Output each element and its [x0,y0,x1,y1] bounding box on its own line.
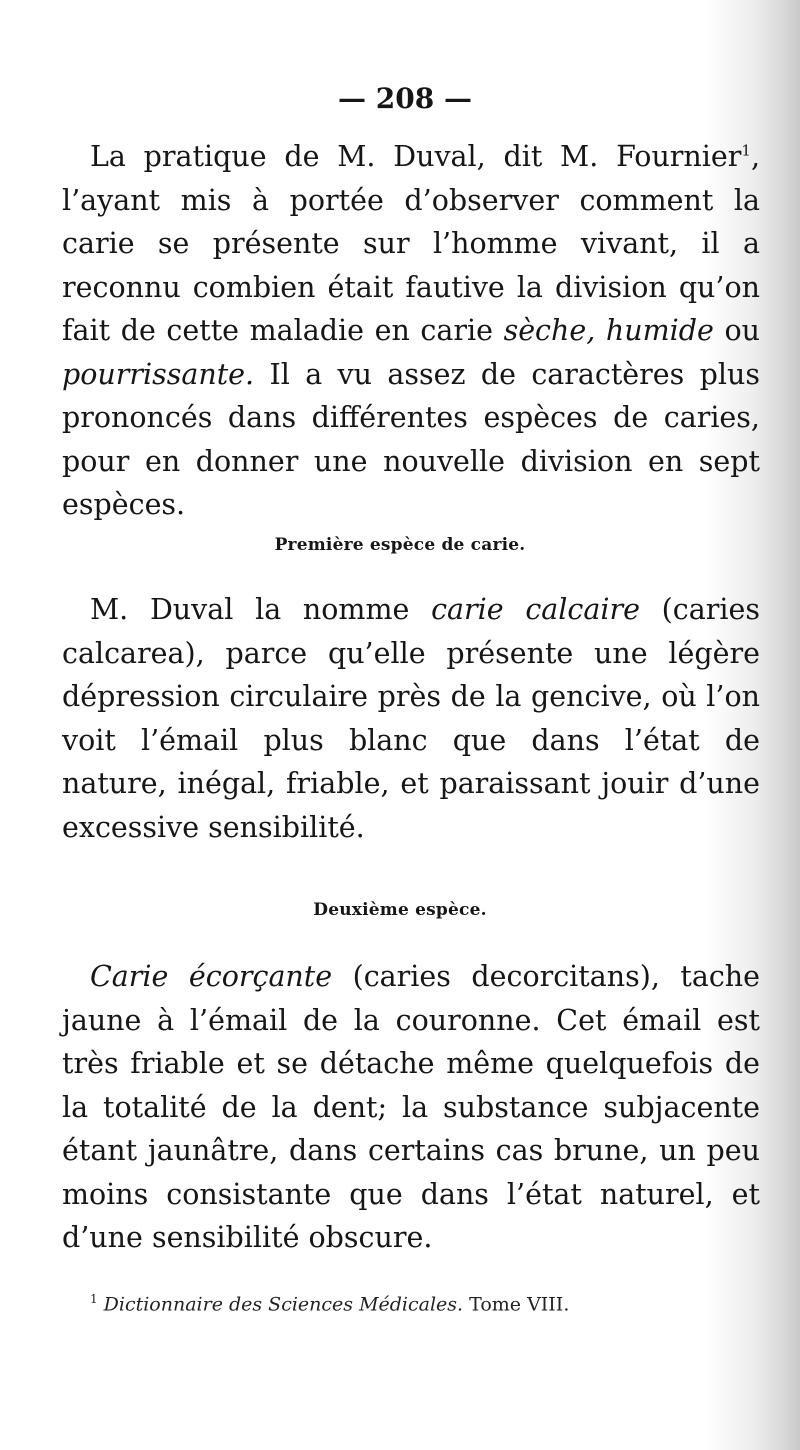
term-carie-ecorcante: Carie écorçante [90,960,333,993]
second-species-text-part: (caries decorcitans), tache jaune à l’émail de la couronne. Cet émail est très friable et se détache même quelquefois de la totalité de la dent; la substance subjacente étant jaunâtre, dans certains cas brune, un peu moins consistante que dans l’état naturel, et d’une sensibilité obscure. [62,960,760,1254]
intro-paragraph [62,135,760,527]
footnote-mark: 1 [90,1292,98,1306]
intro-text-part: ou [713,314,760,347]
section-heading-first-species: Première espèce de carie. [274,535,526,555]
term-seche: sèche, [503,314,596,347]
term-carie-calcaire: carie calcaire [431,593,640,626]
section-heading-second-species: Deuxième espèce. [313,900,487,920]
intro-text-part [595,314,606,347]
first-species-text-part: (caries calcarea), parce qu’elle présente une légère dépression circulaire près de la gencive, où l’on voit l’émail plus blanc que dans l’état de nature, inégal, friable, et paraissant jouir d’une excessive sensibilité. [62,593,760,844]
intro-text [62,135,760,527]
second-species-paragraph [62,955,760,1260]
intro-text-part: La pratique de M. Duval, dit M. Fournier [90,140,742,173]
term-pourrissante: pourrissante. [62,357,255,391]
intro-text-part: Il a vu assez de caractères plus prononcés dans différentes espèces de caries, pour en donner une nouvelle division en sept espèces. [62,357,760,521]
page-number: — 208 — [338,82,472,115]
footnote-reference: 1 [741,141,751,160]
second-species-text [62,955,760,1260]
intro-text-part: , l’ayant mis à portée d’observer comment la carie se présente sur l’homme vivant, il a reconnu combien était fautive la division qu’on fait de cette maladie en carie [62,140,760,347]
footnote [90,1292,569,1315]
first-species-text [62,588,760,849]
footnote-title: Dictionnaire des Sciences Médicales. [103,1293,464,1316]
first-species-text-part: M. Duval la nomme [90,593,432,626]
first-species-paragraph [62,588,760,849]
term-humide: humide [605,314,714,347]
footnote-volume: Tome VIII. [469,1293,570,1316]
